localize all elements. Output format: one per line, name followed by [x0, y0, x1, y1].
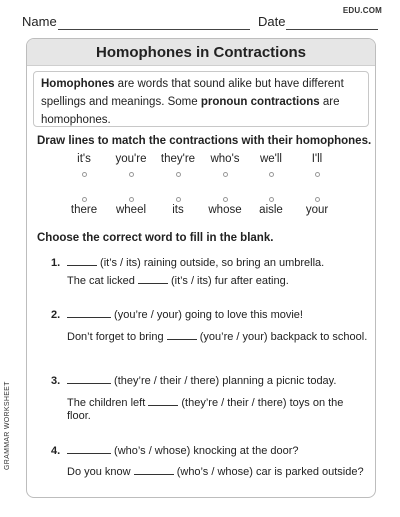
intro-text-1: are words that sound alike but have different spellings and meanings. Some	[41, 78, 344, 108]
match-dot-bottom-5[interactable]	[269, 197, 274, 202]
intro-term-2: pronoun contractions	[200, 96, 320, 108]
question-4-line-2: Do you know (who’s / whose) car is parked outside?	[67, 466, 364, 478]
match-dot-top-3[interactable]	[176, 172, 181, 177]
answer-blank[interactable]	[67, 255, 97, 266]
question-3-line-1: (they’re / their / there) planning a picnic today.	[67, 373, 336, 389]
brand-logo: EDU.COM	[342, 6, 382, 15]
match-dot-bottom-4[interactable]	[223, 197, 228, 202]
answer-blank[interactable]	[67, 443, 111, 454]
question-2-line-1: (you’re / your) going to love this movie!	[67, 307, 303, 323]
contraction-its: it's	[77, 153, 91, 165]
intro-term: Homophones	[41, 78, 115, 90]
question-number: 2.	[51, 309, 61, 321]
contraction-ill: I'll	[311, 153, 323, 165]
answer-blank[interactable]	[67, 373, 111, 384]
match-dot-top-5[interactable]	[269, 172, 274, 177]
homophone-whose: whose	[208, 204, 242, 216]
date-input-line[interactable]	[286, 29, 378, 30]
intro-text-2: are homophones.	[41, 96, 340, 126]
match-dot-top-1[interactable]	[82, 172, 87, 177]
question-number: 1.	[51, 257, 61, 269]
homophone-there: there	[70, 204, 98, 216]
answer-blank[interactable]	[138, 273, 168, 284]
question-3-line-2: The children left (they’re / their / there) toys on the	[67, 397, 344, 409]
contraction-theyre: they're	[160, 153, 196, 165]
date-label: Date	[258, 14, 286, 29]
intro-box	[33, 71, 369, 127]
question-1-line-2: The cat licked (it’s / its) fur after eating.	[67, 275, 289, 287]
worksheet-type-label: GRAMMAR WORKSHEET	[4, 381, 11, 470]
contraction-youre: you're	[115, 153, 147, 165]
question-3-line-3: floor.	[67, 410, 91, 422]
match-dot-top-6[interactable]	[315, 172, 320, 177]
worksheet-card	[26, 38, 376, 498]
answer-blank[interactable]	[167, 329, 197, 340]
fill-blank-instruction: Choose the correct word to fill in the blank.	[37, 232, 274, 244]
answer-blank[interactable]	[134, 464, 174, 475]
match-dot-top-2[interactable]	[129, 172, 134, 177]
homophone-its: its	[172, 204, 184, 216]
answer-blank[interactable]	[148, 395, 178, 406]
contraction-well: we'll	[259, 153, 282, 165]
homophone-aisle: aisle	[259, 204, 283, 216]
match-dot-top-4[interactable]	[223, 172, 228, 177]
question-1-line-1: (it’s / its) raining outside, so bring an umbrella.	[67, 255, 324, 271]
name-label: Name	[22, 14, 57, 29]
match-dot-bottom-1[interactable]	[82, 197, 87, 202]
match-dot-bottom-6[interactable]	[315, 197, 320, 202]
worksheet-title: Homophones in Contractions	[27, 39, 375, 66]
match-dot-bottom-2[interactable]	[129, 197, 134, 202]
answer-blank[interactable]	[67, 307, 111, 318]
match-dot-bottom-3[interactable]	[176, 197, 181, 202]
matching-instruction: Draw lines to match the contractions with their homophones.	[37, 135, 372, 147]
homophone-your: your	[305, 204, 329, 216]
name-input-line[interactable]	[58, 29, 250, 30]
question-2-line-2: Don’t forget to bring (you’re / your) backpack to school.	[67, 331, 368, 343]
question-number: 4.	[51, 445, 61, 457]
homophone-wheel: wheel	[115, 204, 147, 216]
contraction-whos: who's	[210, 153, 240, 165]
question-number: 3.	[51, 375, 61, 387]
question-4-line-1: (who’s / whose) knocking at the door?	[67, 443, 299, 459]
